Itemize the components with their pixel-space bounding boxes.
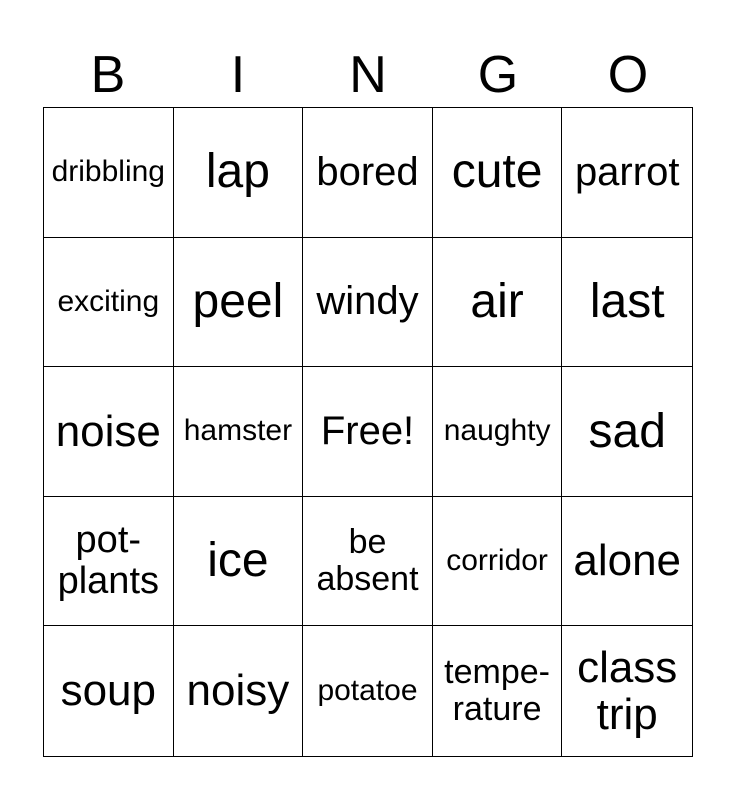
cell-word: peel	[192, 274, 284, 328]
bingo-cell[interactable]	[303, 497, 433, 627]
cell-word: naughty	[443, 414, 551, 448]
cell-word: noisy	[186, 666, 290, 716]
cell-word: noise	[55, 406, 161, 456]
cell-word: pot- plants	[57, 519, 159, 603]
cell-word: be absent	[316, 523, 419, 599]
bingo-cell[interactable]	[44, 626, 174, 756]
bingo-cell[interactable]	[562, 626, 692, 756]
cell-word: hamster	[183, 414, 293, 448]
bingo-cell[interactable]	[44, 108, 174, 238]
bingo-cell[interactable]	[433, 238, 563, 368]
bingo-cell[interactable]	[174, 238, 304, 368]
cell-word: class trip	[577, 642, 678, 740]
cell-word: sad	[588, 404, 666, 458]
cell-word: tempe- rature	[444, 653, 550, 729]
bingo-cell[interactable]	[562, 238, 692, 368]
bingo-cell[interactable]	[174, 367, 304, 497]
header-letter-b: B	[90, 46, 126, 104]
bingo-cell[interactable]	[433, 367, 563, 497]
bingo-cell[interactable]	[562, 367, 692, 497]
cell-word: last	[589, 274, 665, 328]
free-space-label: Free!	[320, 408, 415, 453]
bingo-cell[interactable]	[174, 108, 304, 238]
bingo-cell[interactable]	[174, 626, 304, 756]
bingo-cell[interactable]	[303, 238, 433, 368]
cell-word: exciting	[57, 284, 160, 318]
cell-word: soup	[60, 666, 156, 716]
cell-word: ice	[207, 534, 269, 588]
cell-word: air	[470, 274, 524, 328]
bingo-cell[interactable]	[562, 108, 692, 238]
header-letter-o: O	[607, 46, 649, 104]
cell-word: lap	[205, 145, 270, 199]
cell-word: potatoe	[317, 674, 418, 707]
cell-word: bored	[316, 149, 419, 194]
cell-word: windy	[316, 279, 419, 324]
cell-word: corridor	[446, 543, 548, 577]
bingo-cell[interactable]	[174, 497, 304, 627]
bingo-header	[43, 44, 693, 106]
cell-word: cute	[451, 145, 543, 199]
bingo-cell[interactable]	[562, 497, 692, 627]
bingo-cell[interactable]	[303, 626, 433, 756]
bingo-cell[interactable]	[44, 367, 174, 497]
header-letter-n: N	[349, 46, 387, 104]
bingo-cell[interactable]	[433, 626, 563, 756]
cell-word: alone	[573, 536, 682, 586]
bingo-cell[interactable]	[433, 497, 563, 627]
header-letter-i: I	[230, 46, 246, 104]
bingo-cell[interactable]	[433, 108, 563, 238]
bingo-cell[interactable]	[44, 497, 174, 627]
bingo-cell[interactable]	[303, 108, 433, 238]
header-letter-g: G	[477, 46, 519, 104]
free-space-cell[interactable]	[303, 367, 433, 497]
cell-word: dribbling	[51, 155, 165, 189]
cell-word: parrot	[574, 149, 680, 194]
bingo-board	[43, 107, 693, 757]
bingo-cell[interactable]	[44, 238, 174, 368]
